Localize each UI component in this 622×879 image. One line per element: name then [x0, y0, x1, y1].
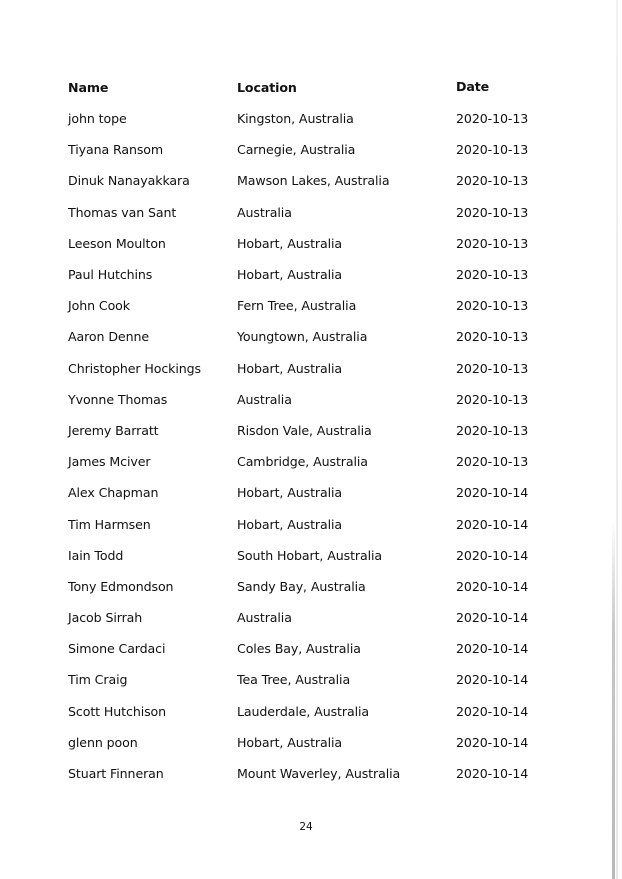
cell-location: Hobart, Australia — [237, 485, 343, 501]
table-row — [62, 290, 536, 321]
cell-name: glenn poon — [68, 734, 138, 750]
cell-name: Stuart Finneran — [68, 766, 164, 782]
cell-location: Youngtown, Australia — [237, 329, 368, 345]
cell-name: Iain Todd — [68, 547, 124, 563]
cell-date: 2020-10-14 — [456, 578, 529, 594]
table-row — [62, 353, 536, 384]
page-number: 24 — [299, 821, 313, 833]
table-row — [62, 508, 536, 539]
table-row — [62, 758, 536, 789]
cell-date: 2020-10-13 — [456, 111, 529, 127]
cell-location: Cambridge, Australia — [237, 454, 368, 470]
table-row — [62, 228, 536, 259]
cell-location: Kingston, Australia — [237, 111, 354, 127]
cell-name: Tony Edmondson — [68, 578, 174, 594]
cell-location: Australia — [237, 610, 292, 626]
signatures-table — [62, 72, 536, 789]
table-row — [62, 633, 536, 664]
table-row — [62, 384, 536, 415]
cell-date: 2020-10-14 — [456, 641, 529, 657]
cell-date: 2020-10-14 — [456, 672, 529, 688]
cell-date: 2020-10-13 — [456, 173, 529, 189]
cell-name: Leeson Moulton — [68, 235, 166, 251]
cell-name: Jeremy Barratt — [68, 422, 159, 438]
cell-location: Lauderdale, Australia — [237, 703, 369, 719]
cell-location: Coles Bay, Australia — [237, 641, 361, 657]
cell-location: Hobart, Australia — [237, 360, 343, 376]
cell-name: Jacob Sirrah — [68, 610, 143, 626]
cell-date: 2020-10-13 — [456, 422, 529, 438]
cell-location: Australia — [237, 204, 292, 220]
table-row — [62, 696, 536, 727]
scan-edge — [616, 0, 618, 879]
table-row — [62, 571, 536, 602]
cell-date: 2020-10-14 — [456, 610, 529, 626]
cell-location: Hobart, Australia — [237, 267, 343, 283]
cell-name: Dinuk Nanayakkara — [68, 173, 190, 189]
cell-name: Tim Craig — [68, 672, 128, 688]
cell-date: 2020-10-14 — [456, 516, 529, 532]
cell-location: Australia — [237, 391, 292, 407]
cell-date: 2020-10-13 — [456, 360, 529, 376]
table-row — [62, 103, 536, 134]
cell-name: Tim Harmsen — [68, 516, 151, 532]
cell-location: Mount Waverley, Australia — [237, 766, 401, 782]
cell-date: 2020-10-14 — [456, 547, 529, 563]
table-body — [62, 103, 536, 789]
column-header-location: Location — [237, 80, 297, 95]
cell-name: Tiyana Ransom — [68, 142, 164, 158]
cell-date: 2020-10-13 — [456, 235, 529, 251]
cell-location: Fern Tree, Australia — [237, 298, 357, 314]
cell-date: 2020-10-13 — [456, 142, 529, 158]
cell-date: 2020-10-13 — [456, 329, 529, 345]
table-row — [62, 321, 536, 352]
cell-name: Christopher Hockings — [68, 360, 201, 376]
table-row — [62, 477, 536, 508]
cell-name: Thomas van Sant — [68, 204, 177, 220]
cell-name: James Mciver — [68, 454, 151, 470]
cell-location: Carnegie, Australia — [237, 142, 356, 158]
cell-date: 2020-10-14 — [456, 734, 529, 750]
cell-name: Alex Chapman — [68, 485, 159, 501]
table-row — [62, 259, 536, 290]
cell-location: Risdon Vale, Australia — [237, 422, 372, 438]
table-row — [62, 165, 536, 196]
table-row — [62, 664, 536, 695]
cell-date: 2020-10-13 — [456, 298, 529, 314]
column-header-name: Name — [68, 80, 109, 95]
cell-date: 2020-10-14 — [456, 485, 529, 501]
cell-date: 2020-10-13 — [456, 267, 529, 283]
table-row — [62, 134, 536, 165]
cell-date: 2020-10-14 — [456, 766, 529, 782]
table-header-row — [62, 72, 536, 103]
table-row — [62, 415, 536, 446]
table-row — [62, 540, 536, 571]
cell-location: Tea Tree, Australia — [237, 672, 351, 688]
cell-location: Mawson Lakes, Australia — [237, 173, 390, 189]
cell-date: 2020-10-13 — [456, 454, 529, 470]
cell-date: 2020-10-14 — [456, 703, 529, 719]
cell-name: Paul Hutchins — [68, 267, 153, 283]
cell-name: Simone Cardaci — [68, 641, 166, 657]
table-row — [62, 727, 536, 758]
cell-location: Hobart, Australia — [237, 235, 343, 251]
table-row — [62, 602, 536, 633]
cell-name: Aaron Denne — [68, 329, 149, 345]
cell-location: Hobart, Australia — [237, 516, 343, 532]
scan-edge-shadow — [612, 520, 615, 879]
cell-location: South Hobart, Australia — [237, 547, 383, 563]
cell-date: 2020-10-13 — [456, 391, 529, 407]
cell-name: John Cook — [68, 298, 130, 314]
cell-location: Hobart, Australia — [237, 734, 343, 750]
cell-location: Sandy Bay, Australia — [237, 578, 366, 594]
column-header-date: Date — [456, 79, 490, 94]
cell-name: Scott Hutchison — [68, 703, 167, 719]
cell-name: john tope — [68, 111, 127, 127]
table-row — [62, 197, 536, 228]
cell-name: Yvonne Thomas — [68, 391, 168, 407]
cell-date: 2020-10-13 — [456, 204, 529, 220]
table-row — [62, 446, 536, 477]
